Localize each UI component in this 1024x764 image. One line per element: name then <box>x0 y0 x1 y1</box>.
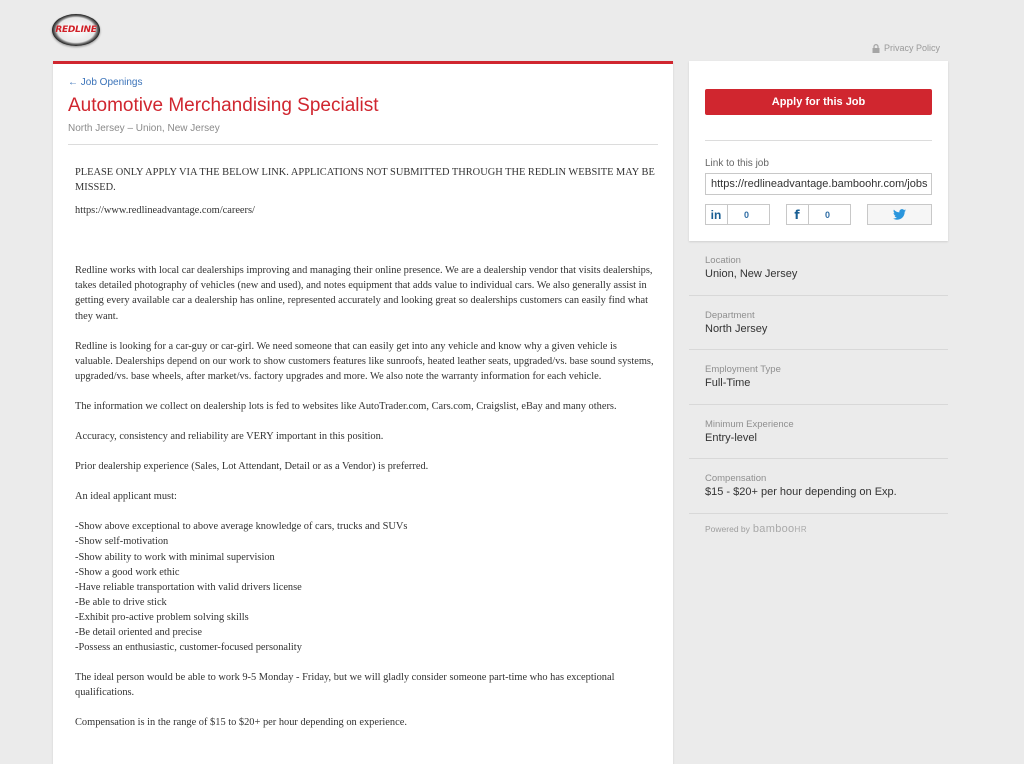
twitter-share-button[interactable] <box>867 204 932 225</box>
privacy-policy-link[interactable] <box>872 43 940 53</box>
lock-icon <box>872 44 880 53</box>
detail-department <box>689 296 948 351</box>
description-paragraph: The information we collect on dealership lots is fed to websites like AutoTrader.com, Cars.com, Craigslist, eBay and many others. <box>75 400 617 412</box>
detail-value: North Jersey <box>705 322 768 335</box>
description-paragraph: Compensation is in the range of $15 to $20+ per hour depending on experience. <box>75 717 407 729</box>
detail-label: Department <box>705 309 755 321</box>
bamboohr-logo <box>753 523 807 535</box>
job-location: North Jersey – Union, New Jersey <box>68 123 220 134</box>
requirements-list: -Show above exceptional to above average knowledge of cars, trucks and SUVs -Show self-motivation -Show ability to work with minimal supervision -Show a good work ethic -Have reliable transportation with valid drivers license -Be able to drive stick -Exhibit pro-active problem solving skills -Be detail oriented and precise -Possess an enthusiastic, customer-focused personality <box>75 521 408 654</box>
twitter-icon <box>893 209 906 220</box>
facebook-icon: f <box>794 207 800 222</box>
description-paragraph: PLEASE ONLY APPLY VIA THE BELOW LINK. APPLICATIONS NOT SUBMITTED THROUGH THE REDLIN WEBSITE MAY BE MISSED. <box>75 167 655 194</box>
job-posting-card <box>53 61 673 764</box>
description-paragraph: Redline works with local car dealerships improving and managing their online presence. We are a dealership vendor that visits dealerships, takes detailed photography of vehicles (new and used), and notes equipment that adds value to individual cars. We also generally assist in getting every available car a dealership has online, represented accurately and looking great so dealerships customers can easily find what they want. <box>75 265 653 322</box>
apply-card <box>689 61 948 241</box>
divider <box>705 140 932 141</box>
job-link-label: Link to this job <box>705 158 769 169</box>
detail-label: Minimum Experience <box>705 418 794 430</box>
redline-logo[interactable] <box>52 14 100 46</box>
divider <box>68 144 658 145</box>
detail-minimum-experience <box>689 405 948 460</box>
facebook-share-button[interactable] <box>786 204 851 225</box>
detail-value: $15 - $20+ per hour depending on Exp. <box>705 486 897 498</box>
detail-value: Full-Time <box>705 377 751 389</box>
description-paragraph: Accuracy, consistency and reliability are VERY important in this position. <box>75 431 384 443</box>
careers-url: https://www.redlineadvantage.com/careers/ <box>75 205 255 217</box>
linkedin-icon: in <box>710 207 722 222</box>
description-paragraph: An ideal applicant must: <box>75 491 177 503</box>
linkedin-share-button[interactable] <box>705 204 770 225</box>
job-link-field[interactable]: https://redlineadvantage.bamboohr.com/jobs <box>705 173 932 195</box>
detail-value: Entry-level <box>705 431 757 444</box>
detail-employment-type <box>689 350 948 405</box>
job-description <box>75 165 655 730</box>
logo-text: REDLINE <box>55 25 97 35</box>
detail-label: Employment Type <box>705 364 781 375</box>
detail-compensation <box>689 459 948 514</box>
description-paragraph: The ideal person would be able to work 9-5 Monday - Friday, but we will gladly consider someone part-time who has exceptional qualifications. <box>75 672 615 699</box>
powered-by-label: Powered by <box>705 524 750 534</box>
detail-location <box>689 241 948 296</box>
detail-value: Union, New Jersey <box>705 268 798 280</box>
apply-button[interactable]: Apply for this Job <box>705 89 932 115</box>
detail-label: Location <box>705 255 741 266</box>
bamboo-text: bamboo <box>752 523 795 535</box>
description-paragraph: Redline is looking for a car-guy or car-girl. We need someone that can easily get into any vehicle and know why a given vehicle is valuable. Dealerships depend on our work to show customers features like sunroofs, heated leather seats, upgraded/vs. base sound systems, upgraded/vs. base wheels, after market/vs. factory upgrades and more. We also note the warranty information for each vehicle. <box>75 340 654 382</box>
linkedin-count: 0 <box>727 205 769 224</box>
job-openings-link[interactable]: ← Job Openings <box>68 77 143 88</box>
description-paragraph: Prior dealership experience (Sales, Lot Attendant, Detail or as a Vendor) is preferred. <box>75 461 429 473</box>
powered-by-bamboohr[interactable] <box>705 523 807 535</box>
job-title: Automotive Merchandising Specialist <box>68 95 379 116</box>
hr-text: HR <box>794 525 808 534</box>
job-details-list <box>689 241 948 514</box>
facebook-count: 0 <box>808 205 850 224</box>
privacy-policy-label: Privacy Policy <box>884 43 941 53</box>
description-paragraph <box>75 226 655 263</box>
detail-label: Compensation <box>705 473 767 484</box>
